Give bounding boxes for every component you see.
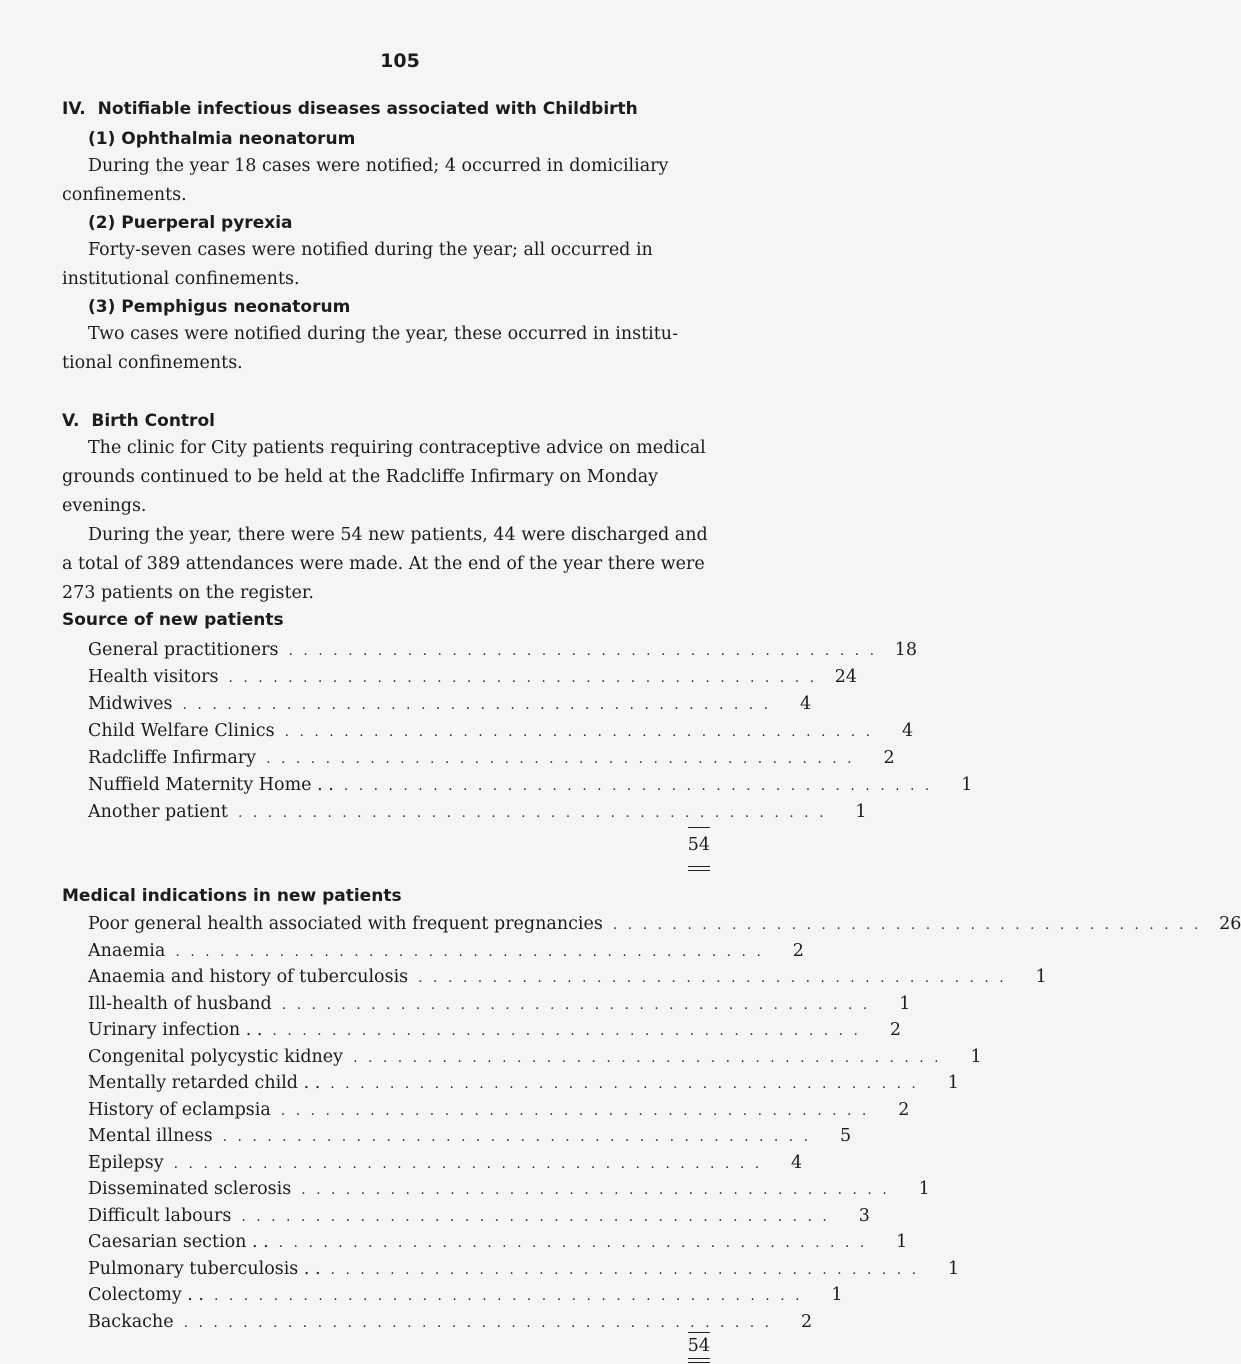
- table-row: [88, 640, 918, 666]
- birth-control-para1-line1: The clinic for City patients requiring contraceptive advice on medical: [88, 438, 706, 458]
- row-value: 5: [840, 1126, 852, 1146]
- row-value: 24: [834, 667, 858, 687]
- row-label: Poor general health associated with frequent pregnancies: [88, 914, 603, 934]
- row-label: Nuffield Maternity Home . .: [88, 775, 334, 795]
- sub2-line2: institutional confinements.: [62, 269, 300, 289]
- birth-control-para2-line3: 273 patients on the register.: [62, 583, 314, 603]
- row-value: 1: [831, 1285, 843, 1305]
- sub1-line1: During the year 18 cases were notified; 4 occurred in domiciliary: [88, 156, 669, 176]
- table-row: [88, 1311, 813, 1338]
- table-row: [88, 1073, 959, 1099]
- leader-dots: . . . . . . . . . . . . . . . . . . . . . . . . . . . . . . . . . . . . . . . .: [288, 643, 878, 659]
- row-value: 18: [894, 640, 918, 660]
- double-rule: [688, 866, 710, 871]
- row-value: 4: [799, 694, 812, 714]
- row-value: 2: [883, 748, 895, 768]
- leader-dots: . . . . . . . . . . . . . . . . . . . . . . . . . . . . . . . . . . . . . . . .: [301, 1182, 890, 1198]
- page-number: 105: [380, 50, 420, 72]
- sub3-line1: Two cases were notified during the year, these occurred in institu-: [88, 324, 678, 344]
- indications-list: [88, 914, 1241, 1344]
- table-row: [88, 694, 812, 720]
- table-row: [88, 1046, 982, 1073]
- table-row: [88, 1099, 910, 1126]
- row-label: Epilepsy: [88, 1152, 164, 1173]
- row-label: Anaemia and history of tuberculosis: [88, 967, 409, 987]
- sub3-line2: tional confinements.: [62, 353, 243, 373]
- table-row: [88, 1152, 803, 1179]
- table-row: [88, 802, 867, 828]
- table-row: [88, 1179, 930, 1205]
- row-label: Ill-health of husband: [88, 993, 272, 1014]
- source-heading: Source of new patients: [62, 610, 284, 630]
- row-label: Difficult labours: [88, 1205, 232, 1226]
- indications-heading: Medical indications in new patients: [62, 886, 402, 906]
- row-label: Caesarian section . .: [88, 1232, 269, 1252]
- row-value: 1: [855, 802, 867, 822]
- leader-dots: . . . . . . . . . . . . . . . . . . . . . . . . . . . . . . . . . . . . . . . .: [280, 1102, 870, 1119]
- row-label: Radcliffe Infirmary: [88, 748, 257, 768]
- table-row: [88, 1232, 908, 1258]
- row-label: Mentally retarded child . .: [88, 1073, 321, 1093]
- table-row: [88, 940, 804, 967]
- row-label: Urinary infection . .: [88, 1020, 263, 1040]
- sub2-heading: (2) Puerperal pyrexia: [88, 213, 293, 233]
- table-row: [88, 993, 911, 1020]
- table-row: [88, 1285, 843, 1311]
- table-row: [88, 1258, 960, 1285]
- leader-dots: . . . . . . . . . . . . . . . . . . . . . . . . . . . . . . . . . . . . . . . .: [237, 805, 827, 821]
- table-row: [88, 721, 914, 747]
- row-value: 2: [801, 1311, 813, 1332]
- table-row: [88, 748, 895, 774]
- source-list: [88, 640, 973, 830]
- row-label: Child Welfare Clinics: [88, 721, 275, 741]
- leader-dots: . . . . . . . . . . . . . . . . . . . . . . . . . . . . . . . . . . . . . . . .: [182, 697, 772, 713]
- leader-dots: . . . . . . . . . . . . . . . . . . . . . . . . . . . . . . . . . . . . . . . .: [330, 1261, 920, 1278]
- leader-dots: . . . . . . . . . . . . . . . . . . . . . . . . . . . . . . . . . . . . . . . .: [228, 670, 818, 686]
- row-value: 1: [961, 775, 973, 795]
- row-value: 2: [898, 1099, 910, 1120]
- birth-control-para1-line3: evenings.: [62, 496, 147, 516]
- table-row: [88, 967, 1047, 993]
- table-row: [88, 775, 973, 801]
- row-label: Midwives: [88, 694, 173, 714]
- sub1-line2: confinements.: [62, 185, 187, 205]
- table-row: [88, 667, 858, 693]
- row-value: 1: [970, 1046, 982, 1067]
- double-rule: [688, 1358, 710, 1363]
- leader-dots: . . . . . . . . . . . . . . . . . . . . . . . . . . . . . . . . . . . . . . . .: [343, 778, 933, 794]
- row-label: Colectomy . .: [88, 1285, 204, 1305]
- row-label: Health visitors: [88, 667, 219, 687]
- row-label: Congenital polycystic kidney: [88, 1046, 344, 1067]
- leader-dots: . . . . . . . . . . . . . . . . . . . . . . . . . . . . . . . . . . . . . . . .: [353, 1049, 942, 1066]
- table-row: [88, 1020, 901, 1046]
- leader-dots: . . . . . . . . . . . . . . . . . . . . . . . . . . . . . . . . . . . . . . . .: [173, 1155, 763, 1172]
- row-label: Pulmonary tuberculosis . .: [88, 1258, 321, 1279]
- leader-dots: . . . . . . . . . . . . . . . . . . . . . . . . . . . . . . . . . . . . . . . .: [266, 751, 855, 767]
- row-value: 1: [899, 993, 911, 1014]
- row-value: 2: [792, 940, 804, 961]
- row-label: Mental illness: [88, 1126, 213, 1146]
- leader-dots: . . . . . . . . . . . . . . . . . . . . . . . . . . . . . . . . . . . . . . . .: [272, 1023, 861, 1039]
- source-total: 54: [687, 835, 710, 855]
- section-4-number: IV.: [62, 99, 86, 119]
- leader-dots: . . . . . . . . . . . . . . . . . . . . . . . . . . . . . . . . . . . . . . . .: [612, 917, 1202, 933]
- leader-dots: . . . . . . . . . . . . . . . . . . . . . . . . . . . . . . . . . . . . . . . .: [183, 1314, 773, 1331]
- row-value: 1: [896, 1232, 908, 1252]
- indications-total: 54: [687, 1336, 710, 1356]
- section-5-heading: [62, 411, 215, 431]
- birth-control-para2-line2: a total of 389 attendances were made. At the end of the year there were: [62, 554, 705, 574]
- row-label: History of eclampsia: [88, 1099, 271, 1120]
- row-label: Backache: [88, 1311, 174, 1332]
- birth-control-para2-line1: During the year, there were 54 new patients, 44 were discharged and: [88, 525, 708, 545]
- leader-dots: . . . . . . . . . . . . . . . . . . . . . . . . . . . . . . . . . . . . . . . .: [278, 1235, 868, 1251]
- table-row: [88, 1205, 870, 1232]
- row-value: 26: [1219, 914, 1241, 934]
- section-4-title: Notifiable infectious diseases associated with Childbirth: [97, 99, 638, 119]
- row-label: Disseminated sclerosis: [88, 1179, 292, 1199]
- row-value: 1: [1035, 967, 1047, 987]
- sub2-line1: Forty-seven cases were notified during the year; all occurred in: [88, 240, 653, 260]
- row-value: 1: [947, 1258, 960, 1279]
- section-5-number: V.: [62, 411, 80, 431]
- table-row: [88, 914, 1241, 940]
- row-label: General practitioners: [88, 640, 279, 660]
- section-5-title: Birth Control: [91, 411, 215, 431]
- leader-dots: . . . . . . . . . . . . . . . . . . . . . . . . . . . . . . . . . . . . . . . .: [281, 996, 871, 1013]
- sum-rule: [688, 1332, 710, 1333]
- row-value: 1: [918, 1179, 930, 1199]
- row-label: Anaemia: [88, 940, 166, 961]
- leader-dots: . . . . . . . . . . . . . . . . . . . . . . . . . . . . . . . . . . . . . . . .: [175, 943, 764, 960]
- sub1-heading: (1) Ophthalmia neonatorum: [88, 129, 356, 149]
- row-label: Another patient: [88, 802, 228, 822]
- row-value: 1: [947, 1073, 959, 1093]
- leader-dots: . . . . . . . . . . . . . . . . . . . . . . . . . . . . . . . . . . . . . . . .: [241, 1208, 830, 1225]
- sub3-heading: (3) Pemphigus neonatorum: [88, 297, 351, 317]
- leader-dots: . . . . . . . . . . . . . . . . . . . . . . . . . . . . . . . . . . . . . . . .: [418, 970, 1007, 986]
- table-row: [88, 1126, 852, 1152]
- leader-dots: . . . . . . . . . . . . . . . . . . . . . . . . . . . . . . . . . . . . . . . .: [284, 724, 874, 740]
- leader-dots: . . . . . . . . . . . . . . . . . . . . . . . . . . . . . . . . . . . . . . . .: [222, 1129, 812, 1145]
- birth-control-para1-line2: grounds continued to be held at the Radcliffe Infirmary on Monday: [62, 467, 659, 487]
- row-value: 2: [889, 1020, 901, 1040]
- row-value: 3: [858, 1205, 870, 1226]
- leader-dots: . . . . . . . . . . . . . . . . . . . . . . . . . . . . . . . . . . . . . . . .: [330, 1076, 919, 1092]
- sum-rule: [688, 827, 710, 828]
- row-value: 4: [902, 721, 914, 741]
- section-4-heading: [62, 99, 638, 119]
- leader-dots: . . . . . . . . . . . . . . . . . . . . . . . . . . . . . . . . . . . . . . . .: [213, 1288, 803, 1304]
- row-value: 4: [791, 1152, 803, 1173]
